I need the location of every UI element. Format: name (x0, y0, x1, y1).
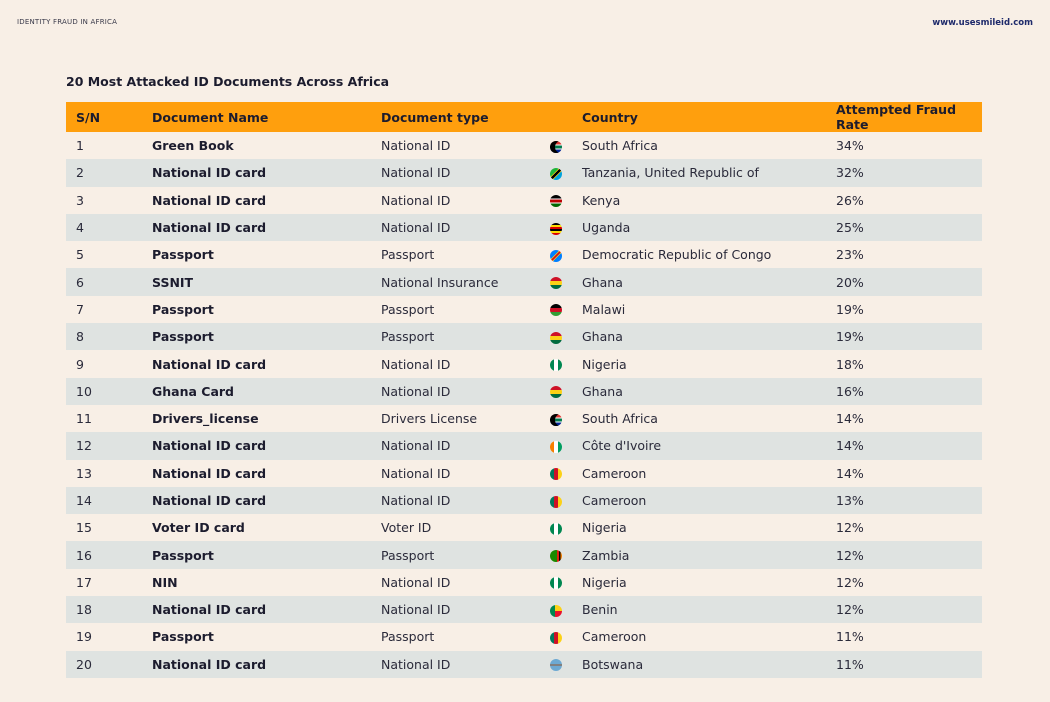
cell-flag (550, 541, 572, 568)
cell-sn: 15 (76, 520, 92, 536)
table-row (66, 514, 982, 541)
fraud-table (66, 102, 982, 678)
flag-gh-icon (550, 386, 562, 398)
table-row (66, 569, 982, 596)
cell-country: Cameroon (582, 629, 647, 645)
cell-flag (550, 432, 572, 459)
cell-fraud-rate: 11% (836, 656, 864, 672)
cell-sn: 6 (76, 274, 84, 290)
cell-flag (550, 623, 572, 650)
table-row (66, 651, 982, 678)
cell-country: Uganda (582, 220, 631, 236)
cell-flag (550, 187, 572, 214)
cell-country: Democratic Republic of Congo (582, 247, 772, 263)
cell-document-name: Passport (152, 247, 214, 263)
cell-flag (550, 651, 572, 678)
cell-country: Botswana (582, 656, 644, 672)
flag-za-icon (550, 141, 562, 153)
cell-country: Ghana (582, 274, 623, 290)
cell-document-name: NIN (152, 574, 178, 590)
cell-sn: 13 (76, 465, 92, 481)
table-row (66, 541, 982, 568)
cell-fraud-rate: 14% (836, 438, 864, 454)
cell-document-type: Passport (381, 301, 435, 317)
cell-fraud-rate: 14% (836, 465, 864, 481)
cell-fraud-rate: 32% (836, 165, 864, 181)
table-title: 20 Most Attacked ID Documents Across Africa (66, 74, 390, 89)
cell-document-name: National ID card (152, 493, 267, 508)
cell-fraud-rate: 20% (836, 274, 864, 290)
cell-flag (550, 132, 572, 159)
cell-flag (550, 214, 572, 241)
cell-document-name: National ID card (152, 656, 267, 672)
cell-fraud-rate: 12% (836, 574, 864, 590)
cell-document-type: Passport (381, 547, 435, 563)
cell-country: Kenya (582, 192, 621, 208)
cell-country: Ghana (582, 329, 623, 345)
col-header-flag (550, 102, 572, 132)
flag-cm-icon (550, 496, 562, 508)
cell-document-type: National ID (381, 356, 451, 372)
cell-country: Nigeria (582, 520, 627, 536)
cell-country: Zambia (582, 547, 630, 563)
cell-fraud-rate: 11% (836, 629, 864, 645)
cell-document-type: National ID (381, 574, 451, 590)
col-header-fraud-rate: Attempted Fraud Rate (836, 102, 957, 132)
cell-document-name: National ID card (152, 220, 267, 236)
table-row (66, 460, 982, 487)
cell-country: South Africa (582, 411, 658, 427)
cell-country: Ghana (582, 383, 623, 399)
flag-ci-icon (550, 441, 562, 453)
table-row (66, 132, 982, 159)
cell-document-type: National ID (381, 383, 451, 399)
cell-document-type: National ID (381, 220, 451, 236)
flag-zm-icon (550, 550, 562, 562)
cell-fraud-rate: 19% (836, 329, 864, 345)
cell-document-name: Passport (152, 547, 214, 563)
cell-fraud-rate: 12% (836, 602, 864, 618)
cell-country: Malawi (582, 301, 626, 317)
table-row (66, 432, 982, 459)
flag-gh-icon (550, 332, 562, 344)
cell-sn: 18 (76, 602, 92, 618)
flag-cm-icon (550, 468, 562, 480)
cell-sn: 14 (76, 493, 92, 508)
cell-flag (550, 405, 572, 432)
cell-document-type: National ID (381, 493, 451, 508)
cell-sn: 19 (76, 629, 92, 645)
cell-sn: 20 (76, 656, 92, 672)
flag-ng-icon (550, 523, 562, 535)
cell-flag (550, 460, 572, 487)
cell-fraud-rate: 34% (836, 138, 864, 154)
cell-sn: 7 (76, 301, 84, 317)
table-row (66, 350, 982, 377)
cell-document-name: National ID card (152, 192, 267, 208)
cell-sn: 8 (76, 329, 84, 345)
cell-flag (550, 378, 572, 405)
cell-sn: 9 (76, 356, 84, 372)
cell-fraud-rate: 12% (836, 547, 864, 563)
cell-sn: 17 (76, 574, 92, 590)
cell-document-type: National ID (381, 165, 451, 181)
cell-document-type: Drivers License (381, 411, 478, 427)
table-row (66, 296, 982, 323)
cell-country: Côte d'Ivoire (582, 438, 662, 454)
cell-sn: 4 (76, 220, 84, 236)
table-row (66, 159, 982, 186)
cell-flag (550, 323, 572, 350)
cell-sn: 11 (76, 411, 92, 427)
cell-document-name: Green Book (152, 138, 234, 154)
cell-fraud-rate: 16% (836, 383, 864, 399)
cell-document-name: National ID card (152, 465, 267, 481)
cell-document-type: National ID (381, 656, 451, 672)
cell-document-type: Voter ID (381, 520, 432, 536)
cell-document-name: Voter ID card (152, 520, 245, 536)
cell-document-name: National ID card (152, 165, 267, 181)
cell-fraud-rate: 19% (836, 301, 864, 317)
cell-flag (550, 487, 572, 514)
cell-document-type: National ID (381, 465, 451, 481)
flag-ke-icon (550, 195, 562, 207)
cell-fraud-rate: 13% (836, 493, 864, 508)
table-row (66, 268, 982, 295)
flag-cm-icon (550, 632, 562, 644)
cell-document-name: Passport (152, 629, 214, 645)
flag-gh-icon (550, 277, 562, 289)
cell-sn: 10 (76, 383, 92, 399)
cell-country: Cameroon (582, 465, 647, 481)
col-header-sn: S/N (76, 109, 101, 125)
report-label: IDENTITY FRAUD IN AFRICA (17, 18, 118, 26)
cell-document-type: National ID (381, 438, 451, 454)
cell-sn: 12 (76, 438, 92, 454)
cell-sn: 16 (76, 547, 92, 563)
cell-document-type: National ID (381, 138, 451, 154)
flag-cd-icon (550, 250, 562, 262)
cell-sn: 1 (76, 138, 84, 154)
cell-document-name: SSNIT (152, 274, 194, 290)
cell-document-type: National Insurance (381, 274, 499, 290)
flag-ng-icon (550, 359, 562, 371)
table-row (66, 405, 982, 432)
cell-country: Benin (582, 602, 618, 618)
table-row (66, 378, 982, 405)
col-header-document-type: Document type (381, 109, 489, 125)
cell-fraud-rate: 26% (836, 192, 864, 208)
cell-country: Cameroon (582, 493, 647, 508)
cell-fraud-rate: 18% (836, 356, 864, 372)
flag-bw-icon (550, 659, 562, 671)
cell-document-name: National ID card (152, 356, 267, 372)
cell-fraud-rate: 12% (836, 520, 864, 536)
flag-ug-icon (550, 223, 562, 235)
cell-sn: 3 (76, 192, 84, 208)
table-row (66, 241, 982, 268)
cell-flag (550, 159, 572, 186)
table-row (66, 487, 982, 514)
flag-bj-icon (550, 605, 562, 617)
table-row (66, 623, 982, 650)
cell-flag (550, 514, 572, 541)
table-row (66, 596, 982, 623)
cell-flag (550, 350, 572, 377)
cell-flag (550, 296, 572, 323)
cell-document-name: National ID card (152, 602, 267, 618)
flag-tz-icon (550, 168, 562, 180)
cell-document-name: Ghana Card (152, 383, 235, 399)
cell-sn: 5 (76, 247, 84, 263)
table-header-row (66, 102, 982, 132)
cell-document-type: National ID (381, 602, 451, 618)
cell-document-name: Passport (152, 329, 214, 345)
cell-document-type: Passport (381, 247, 435, 263)
flag-za-icon (550, 414, 562, 426)
cell-document-name: Passport (152, 301, 214, 317)
cell-country: South Africa (582, 138, 658, 154)
website-link[interactable]: www.usesmileid.com (932, 18, 1033, 28)
cell-document-name: Drivers_license (152, 411, 259, 427)
cell-fraud-rate: 25% (836, 220, 864, 236)
cell-document-type: National ID (381, 192, 451, 208)
cell-fraud-rate: 23% (836, 247, 864, 263)
cell-document-name: National ID card (152, 438, 267, 454)
cell-fraud-rate: 14% (836, 411, 864, 427)
table-row (66, 323, 982, 350)
col-header-document-name: Document Name (152, 109, 269, 125)
flag-mw-icon (550, 304, 562, 316)
cell-document-type: Passport (381, 329, 435, 345)
cell-country: Tanzania, United Republic of (582, 165, 759, 181)
table-row (66, 187, 982, 214)
cell-flag (550, 569, 572, 596)
table-row (66, 214, 982, 241)
cell-document-type: Passport (381, 629, 435, 645)
flag-ng-icon (550, 577, 562, 589)
cell-flag (550, 241, 572, 268)
cell-sn: 2 (76, 165, 84, 181)
cell-flag (550, 268, 572, 295)
cell-flag (550, 596, 572, 623)
col-header-country: Country (582, 109, 638, 125)
cell-country: Nigeria (582, 356, 627, 372)
cell-country: Nigeria (582, 574, 627, 590)
